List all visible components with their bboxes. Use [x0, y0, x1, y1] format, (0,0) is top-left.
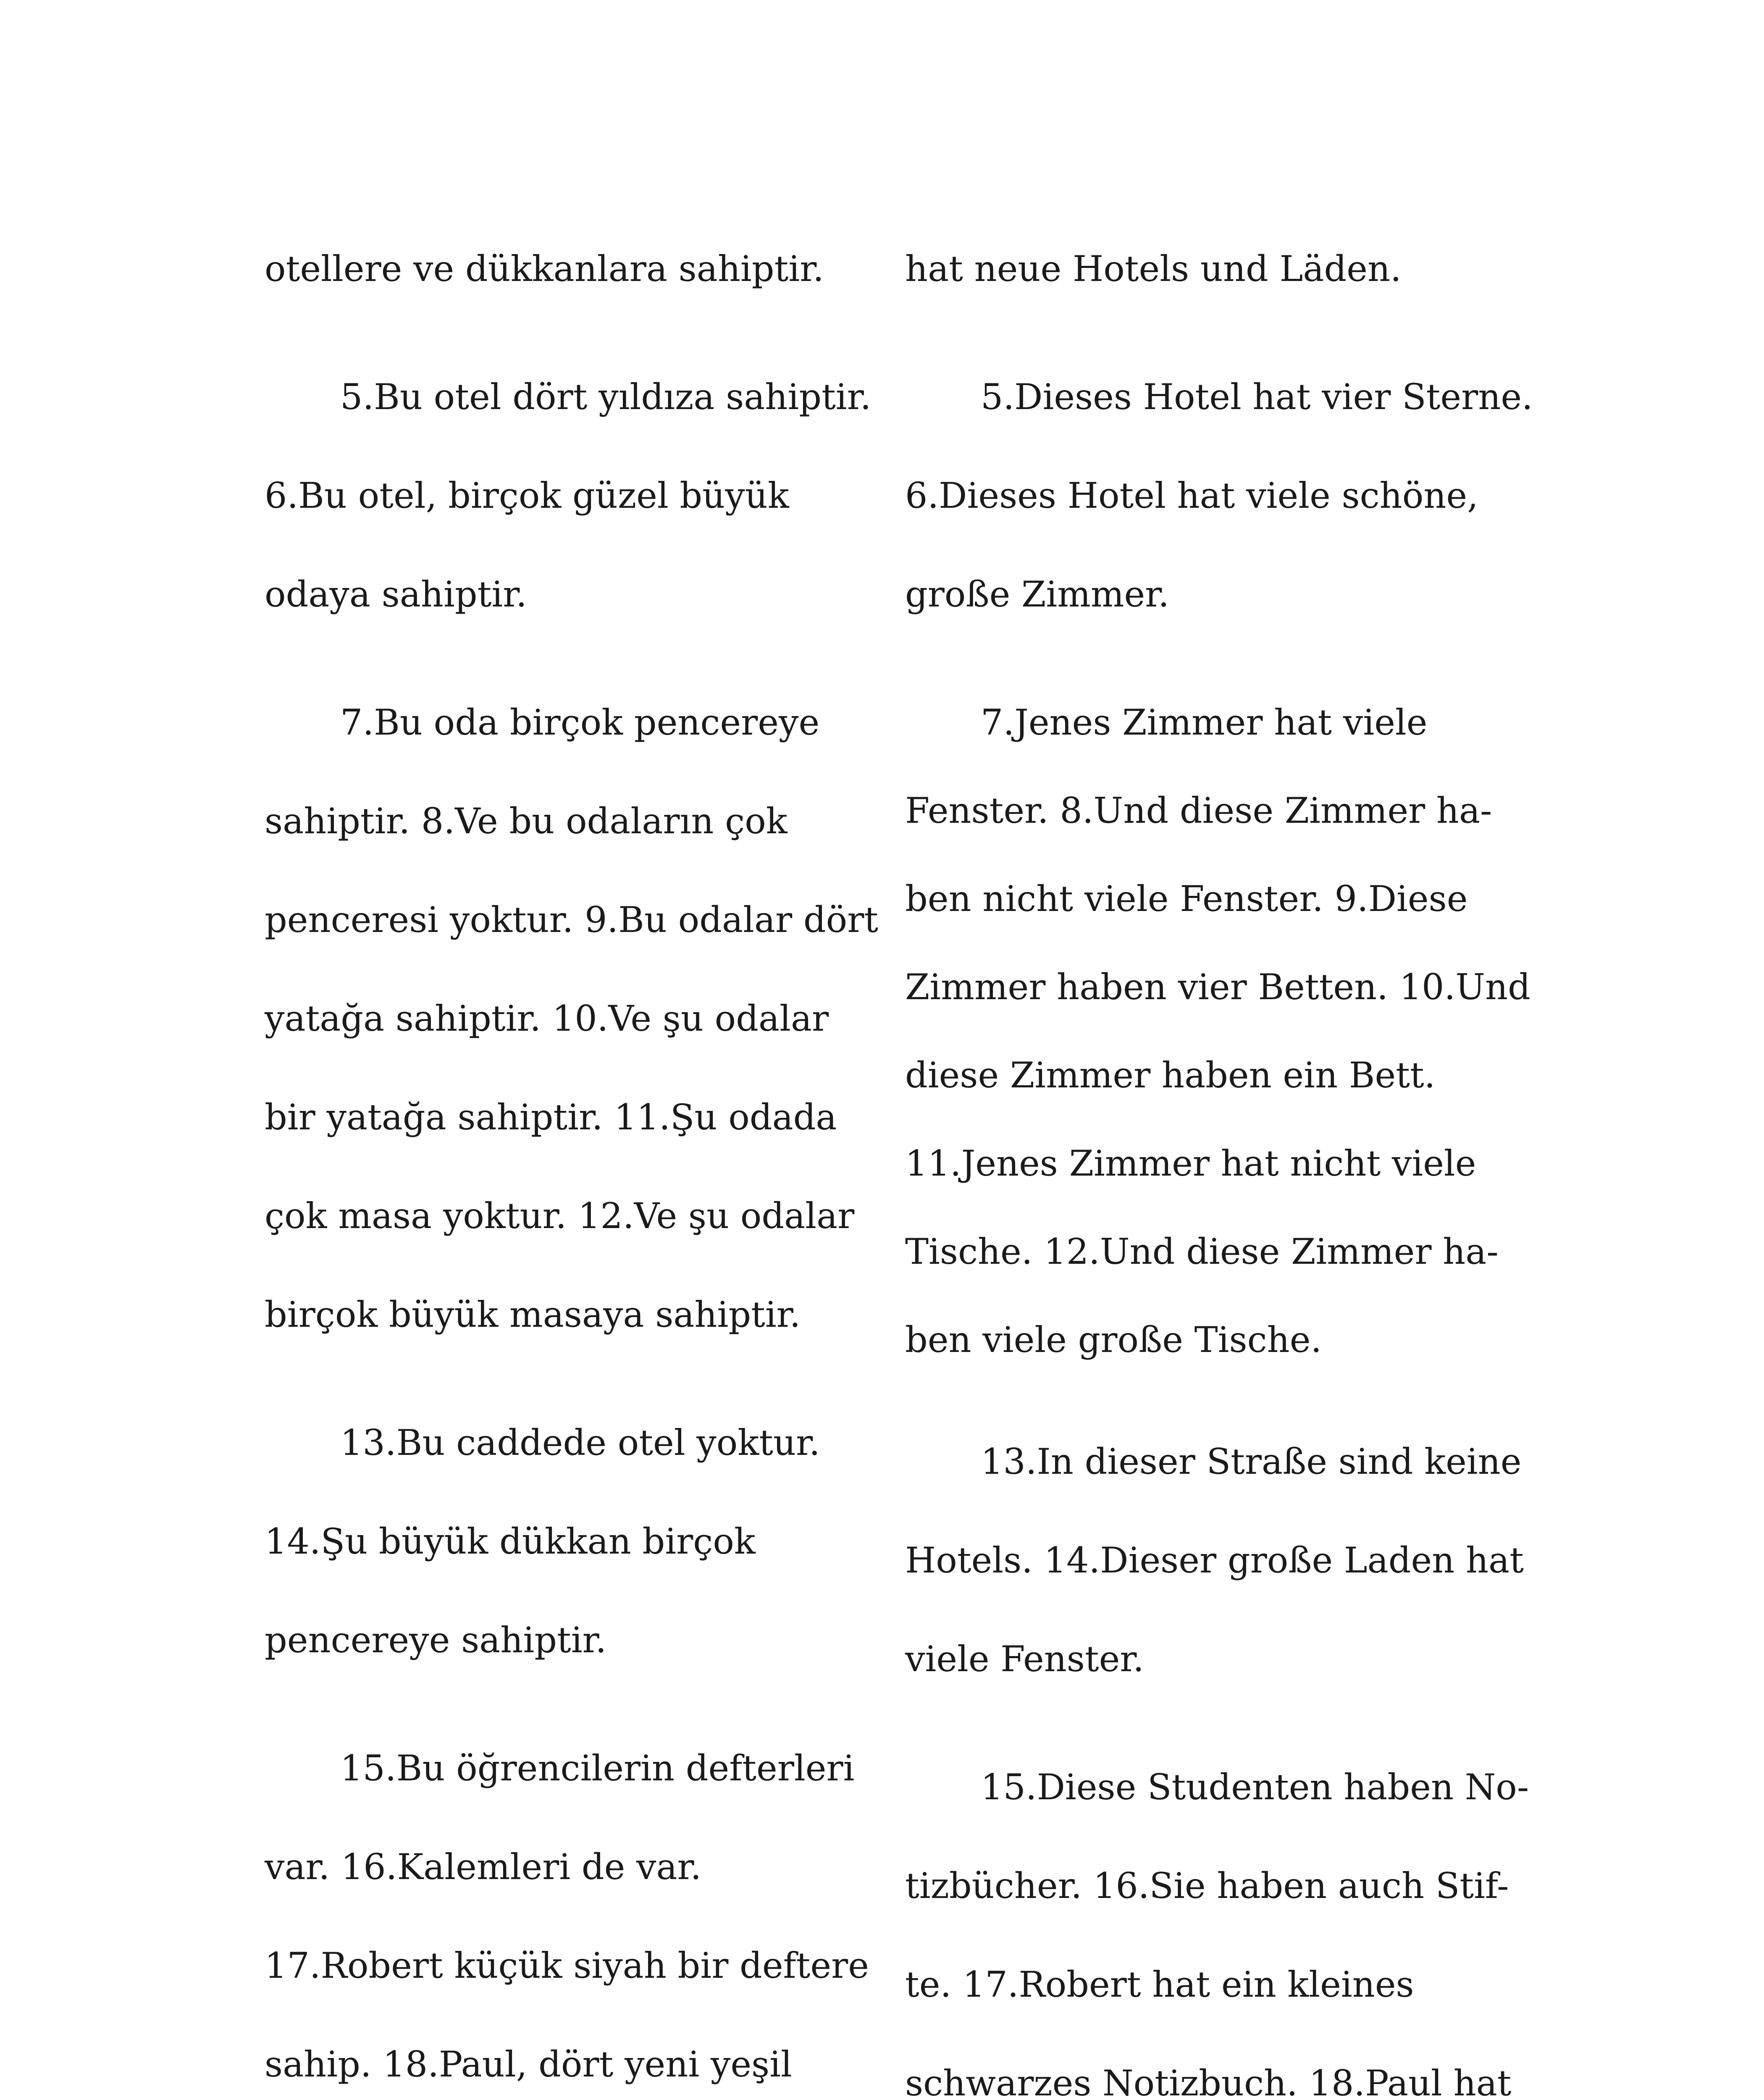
text-line: schwarzes Notizbuch. 18.Paul hat — [905, 2063, 1512, 2100]
text-line: 17.Robert küçük siyah bir deftere — [265, 1945, 869, 1986]
text-line: Zimmer haben vier Betten. 10.Und — [905, 966, 1530, 1008]
text-line: 5.Dieses Hotel hat vier Sterne. — [981, 376, 1533, 417]
text-line: 13.Bu caddede otel yoktur. — [340, 1422, 820, 1463]
turkish-column — [265, 0, 886, 2100]
text-line: hat neue Hotels und Läden. — [905, 248, 1402, 289]
text-line: ben nicht viele Fenster. 9.Diese — [905, 878, 1468, 919]
text-line: ben viele große Tische. — [905, 1319, 1322, 1360]
text-line: Fenster. 8.Und diese Zimmer ha- — [905, 790, 1492, 831]
text-line: tizbücher. 16.Sie haben auch Stif- — [905, 1865, 1509, 1906]
text-line: 7.Jenes Zimmer hat viele — [981, 702, 1428, 743]
text-line: 6.Dieses Hotel hat viele schöne, — [905, 475, 1478, 516]
text-line: otellere ve dükkanlara sahiptir. — [265, 248, 824, 289]
text-line: Hotels. 14.Dieser große Laden hat — [905, 1540, 1524, 1581]
text-line: viele Fenster. — [905, 1638, 1144, 1680]
text-line: te. 17.Robert hat ein kleines — [905, 1964, 1414, 2005]
text-line: 15.Diese Studenten haben No- — [981, 1767, 1529, 1808]
text-line: 7.Bu oda birçok pencereye — [340, 702, 820, 743]
text-line: var. 16.Kalemleri de var. — [265, 1846, 702, 1887]
text-line: bir yatağa sahiptir. 11.Şu odada — [265, 1097, 837, 1138]
text-line: 6.Bu otel, birçok güzel büyük — [265, 475, 789, 516]
text-line: pencereye sahiptir. — [265, 1620, 607, 1661]
text-line: birçok büyük masaya sahiptir. — [265, 1294, 801, 1335]
text-line: yatağa sahiptir. 10.Ve şu odalar — [265, 998, 829, 1039]
text-line: penceresi yoktur. 9.Bu odalar dört — [265, 899, 879, 940]
text-line: große Zimmer. — [905, 574, 1169, 615]
text-line: 5.Bu otel dört yıldıza sahiptir. — [340, 376, 872, 417]
text-line: çok masa yoktur. 12.Ve şu odalar — [265, 1195, 855, 1236]
german-column — [905, 0, 1533, 2100]
text-line: diese Zimmer haben ein Bett. — [905, 1055, 1436, 1096]
text-line: Tische. 12.Und diese Zimmer ha- — [905, 1231, 1499, 1272]
text-line: 11.Jenes Zimmer hat nicht viele — [905, 1143, 1476, 1184]
text-line: 15.Bu öğrencilerin defterleri — [340, 1748, 855, 1789]
text-line: odaya sahiptir. — [265, 574, 527, 615]
text-line: 13.In dieser Straße sind keine — [981, 1441, 1522, 1482]
text-line: sahip. 18.Paul, dört yeni yeşil — [265, 2044, 792, 2085]
text-line: sahiptir. 8.Ve bu odaların çok — [265, 801, 788, 842]
text-line: 14.Şu büyük dükkan birçok — [265, 1521, 756, 1562]
